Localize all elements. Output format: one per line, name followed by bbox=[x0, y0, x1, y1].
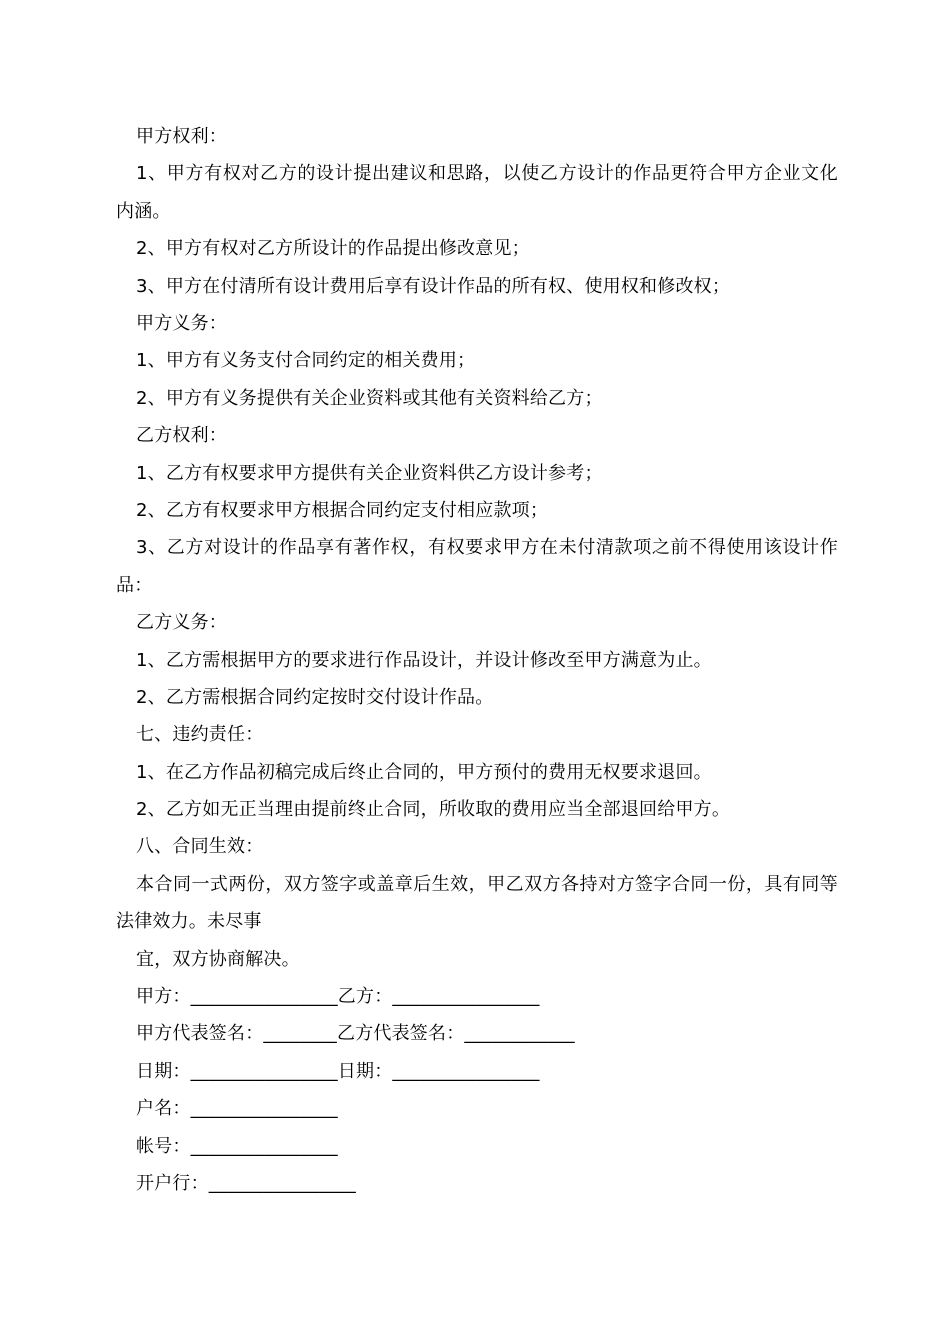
clause-line: 2、乙方如无正当理由提前终止合同，所收取的费用应当全部退回给甲方。 bbox=[136, 799, 731, 821]
clause-line: 1、乙方需根据甲方的要求进行作品设计，并设计修改至甲方满意为止。 bbox=[136, 649, 712, 671]
clause-line: 1、甲方有义务支付合同约定的相关费用； bbox=[136, 350, 476, 372]
clause-paragraph: 3、乙方对设计的作品享有著作权，有权要求甲方在未付清款项之前不得使用该设计作品： bbox=[116, 537, 838, 596]
clause-line: 1、乙方有权要求甲方提供有关企业资料供乙方设计参考； bbox=[136, 462, 603, 484]
account-name-line: 户名：________________ bbox=[136, 1098, 338, 1120]
signature-party-line: 甲方：________________乙方：________________ bbox=[136, 986, 540, 1008]
signature-date-line: 日期：________________日期：________________ bbox=[136, 1060, 540, 1082]
clause-line: 3、甲方在付清所有设计费用后享有设计作品的所有权、使用权和修改权； bbox=[136, 275, 731, 297]
clause-line: 2、甲方有义务提供有关企业资料或其他有关资料给乙方； bbox=[136, 387, 603, 409]
clause-line: 宜，双方协商解决。 bbox=[136, 948, 300, 970]
clause-line: 2、甲方有权对乙方所设计的作品提出修改意见； bbox=[136, 238, 530, 260]
signature-representative-line: 甲方代表签名：________乙方代表签名：____________ bbox=[136, 1023, 575, 1045]
clause-line: 2、乙方有权要求甲方根据合同约定支付相应款项； bbox=[136, 499, 549, 521]
section-heading-contract-effect: 八、合同生效： bbox=[136, 836, 264, 858]
clause-line: 1、在乙方作品初稿完成后终止合同的，甲方预付的费用无权要求退回。 bbox=[136, 761, 712, 783]
section-heading-party-b-obligations: 乙方义务： bbox=[136, 612, 227, 634]
account-number-line: 帐号：________________ bbox=[136, 1135, 338, 1157]
bank-line: 开户行：________________ bbox=[136, 1173, 356, 1195]
section-heading-party-b-rights: 乙方权利： bbox=[136, 425, 227, 447]
clause-line: 2、乙方需根据合同约定按时交付设计作品。 bbox=[136, 686, 494, 708]
section-heading-party-a-rights: 甲方权利： bbox=[136, 126, 227, 147]
clause-paragraph: 1、甲方有权对乙方的设计提出建议和思路，以使乙方设计的作品更符合甲方企业文化内涵。 bbox=[116, 163, 838, 222]
section-heading-party-a-obligations: 甲方义务： bbox=[136, 312, 227, 334]
contract-body bbox=[116, 118, 838, 1202]
section-heading-breach-liability: 七、违约责任： bbox=[136, 724, 264, 746]
clause-paragraph: 本合同一式两份，双方签字或盖章后生效，甲乙双方各持对方签字合同一份，具有同等法律效力。未尽事 bbox=[116, 873, 838, 933]
